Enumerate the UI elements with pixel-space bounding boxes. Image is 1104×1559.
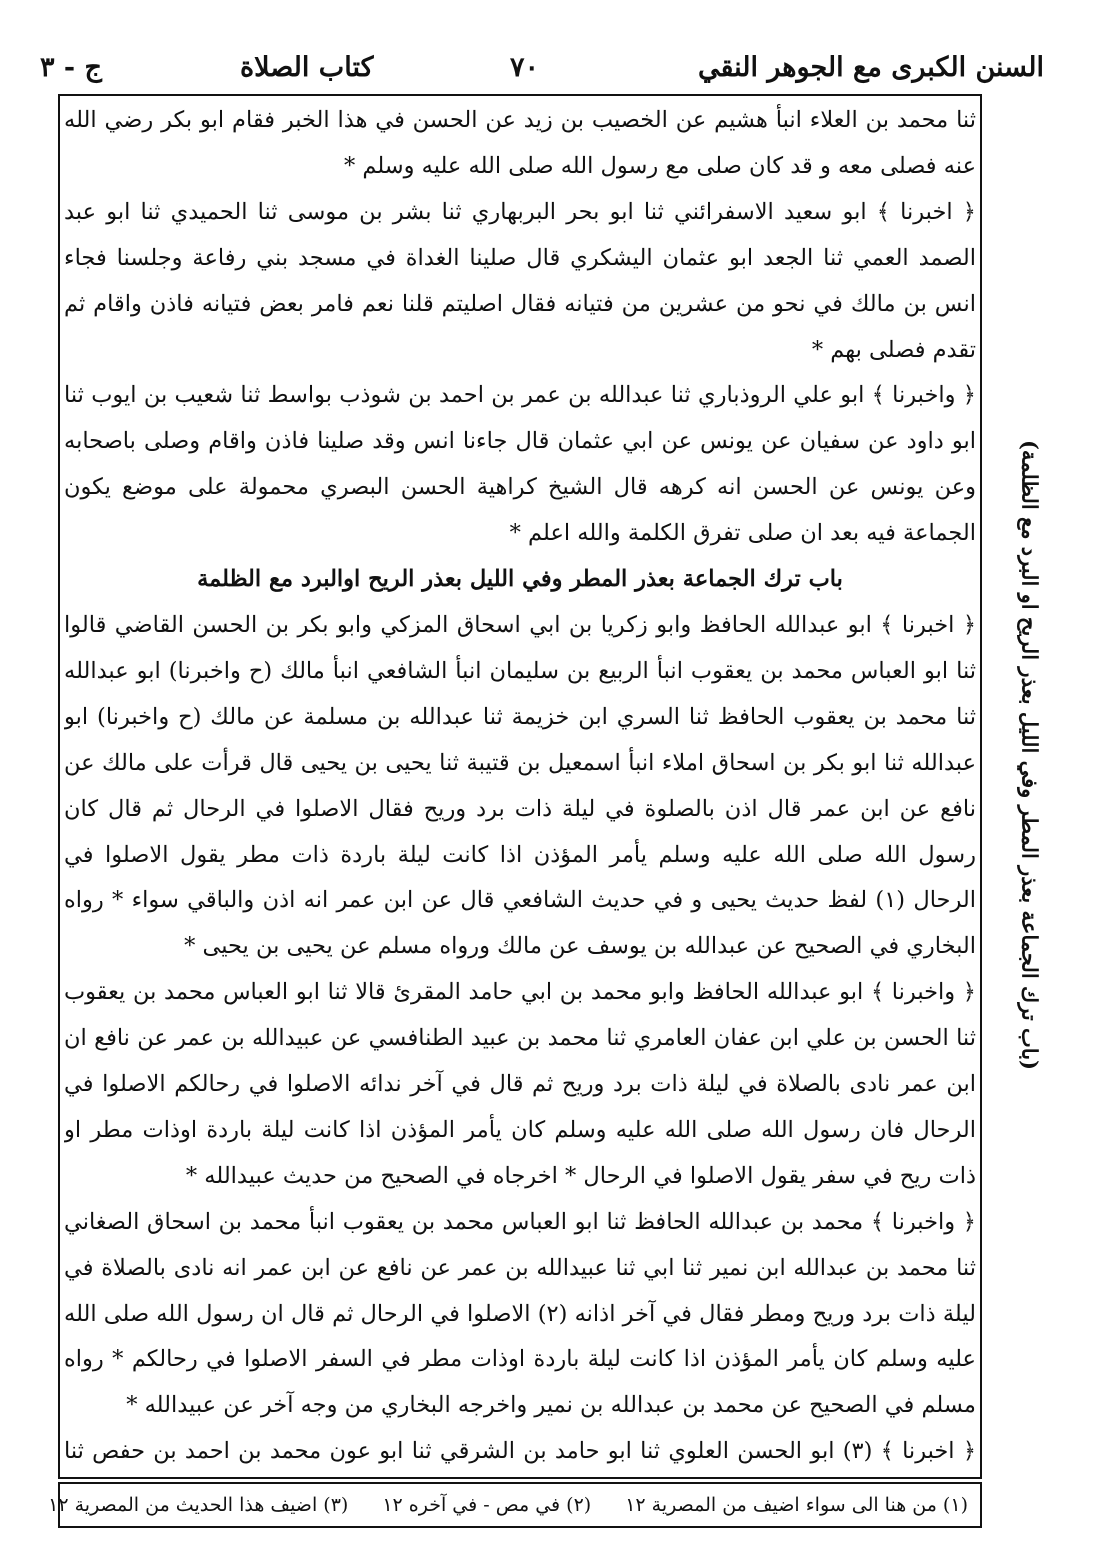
paragraph: ﴿ واخبرنا ﴾ محمد بن عبدالله الحافظ ثنا ابو العباس محمد بن يعقوب انبأ محمد بن اسحاق الصغاني ثنا محمد بن عبدالله ابن نمير ثنا ابي ثنا عبيدالله بن عمر عن نافع عن ابن عمر انه نادى بالصلاة في ليلة ذات برد وريح ومطر فقال في آخر اذانه (٢) الاصلوا في الرحال ثم قال ان رسول الله صلى الله عليه وسلم كان يأمر المؤذن اذا كانت ليلة باردة اوذات مطر في السفر الاصلوا في رحالكم * رواه مسلم في الصحيح عن محمد بن عبدالله بن نمير واخرجه البخاري من وجه آخر عن عبيدالله * xyxy=(64,1208,976,1419)
page-number: ٧٠ xyxy=(510,52,540,83)
paragraph: ﴿ واخبرنا ﴾ ابو علي الروذباري ثنا عبدالله بن عمر بن احمد بن شوذب بواسط ثنا شعيب بن ايوب ثنا ابو داود عن سفيان عن يونس عن ابي عثمان قال جاءنا انس وقد صلينا فاذن واقام وصلى باصحابه وعن يونس عن الحسن انه كرهه قال الشيخ كراهية الحسن البصري محمولة على موضع يكون الجماعة فيه بعد ان صلى تفرق الكلمة والله اعلم * xyxy=(64,382,976,547)
footnote-2: (٢) في مص - في آخره ١٢ xyxy=(382,1494,592,1516)
volume-label: ج - ٣ xyxy=(40,52,102,83)
chapter-title: كتاب الصلاة xyxy=(240,52,374,83)
footnote-3: (٣) اضيف هذا الحديث من المصرية ١٢ xyxy=(48,1494,349,1516)
footnotes xyxy=(48,1482,982,1528)
paragraph: ﴿ اخبرنا ﴾ (٣) ابو الحسن العلوي ثنا ابو حامد بن الشرقي ثنا ابو عون محمد بن احمد بن حفص ثنا xyxy=(64,1438,976,1465)
main-text xyxy=(64,98,976,1476)
paragraph: ﴿ اخبرنا ﴾ ابو عبدالله الحافظ وابو زكريا بن ابي اسحاق المزكي وابو بكر بن الحسن القاضي قالوا ثنا ابو العباس محمد بن يعقوب انبأ الربيع بن سليمان انبأ الشافعي انبأ مالك (ح واخبرنا) ابو عبدالله ثنا محمد بن يعقوب الحافظ ثنا السري ابن خزيمة ثنا عبدالله بن مسلمة عن مالك (ح واخبرنا) ابو عبدالله ثنا ابو بكر بن اسحاق املاء انبأ اسمعيل بن قتيبة ثنا يحيى بن يحيى قال قرأت على مالك عن نافع عن ابن عمر قال اذن بالصلوة في ليلة ذات برد وريح فقال الاصلوا في الرحال ثم قال كان رسول الله صلى الله عليه وسلم يأمر المؤذن اذا كانت ليلة باردة ذات مطر يقول الاصلوا في الرحال (١) لفظ حديث يحيى و في حديث الشافعي قال عن ابن عمر انه اذن والباقي سواء * رواه البخاري في الصحيح عن عبدالله بن يوسف عن مالك ورواه مسلم عن يحيى بن يحيى * xyxy=(64,611,976,960)
paragraph: ﴿ اخبرنا ﴾ ابو سعيد الاسفرائني ثنا ابو بحر البربهاري ثنا بشر بن موسى ثنا الحميدي ثنا ابو عبد الصمد العمي ثنا الجعد ابو عثمان اليشكري قال صلينا الغداة في مسجد بني رفاعة وجلسنا فجاء انس بن مالك في نحو من عشرين من فتيانه فقال اصليتم قلنا نعم فامر بعض فتيانه فاذن واقام ثم تقدم فصلى بهم * xyxy=(64,198,976,363)
margin-title-text: (باب ترك الجماعة بعذر المطر وفي الليل بعذر الريح او البرد مع الظلمة) xyxy=(1017,440,1043,1070)
page-header xyxy=(40,40,1044,92)
margin-chapter-title xyxy=(990,440,1070,1440)
footnote-1: (١) من هنا الى سواء اضيف من المصرية ١٢ xyxy=(625,1494,968,1516)
paragraph: ثنا محمد بن العلاء انبأ هشيم عن الخصيب بن زيد عن الحسن في هذا الخبر فقام ابو بكر رضي الله عنه فصلى معه و قد كان صلى مع رسول الله صلى الله عليه وسلم * xyxy=(64,107,976,179)
paragraph: ﴿ واخبرنا ﴾ ابو عبدالله الحافظ وابو محمد بن ابي حامد المقرئ قالا ثنا ابو العباس محمد بن يعقوب ثنا الحسن بن علي ابن عفان العامري ثنا محمد بن عبيد الطنافسي عن عبيدالله بن عمر عن نافع ان ابن عمر نادى بالصلاة في ليلة ذات برد وريح ثم قال في آخر ندائه الاصلوا في رحالكم الاصلوا في الرحال فان رسول الله صلى الله عليه وسلم كان يأمر المؤذن اذا كانت ليلة باردة اوذات مطر او ذات ريح في سفر يقول الاصلوا في الرحال * اخرجاه في الصحيح من حديث عبيدالله * xyxy=(64,979,976,1189)
book-title: السنن الكبرى مع الجوهر النقي xyxy=(697,52,1044,83)
section-heading: باب ترك الجماعة بعذر المطر وفي الليل بعذر الريح اوالبرد مع الظلمة xyxy=(197,566,843,593)
